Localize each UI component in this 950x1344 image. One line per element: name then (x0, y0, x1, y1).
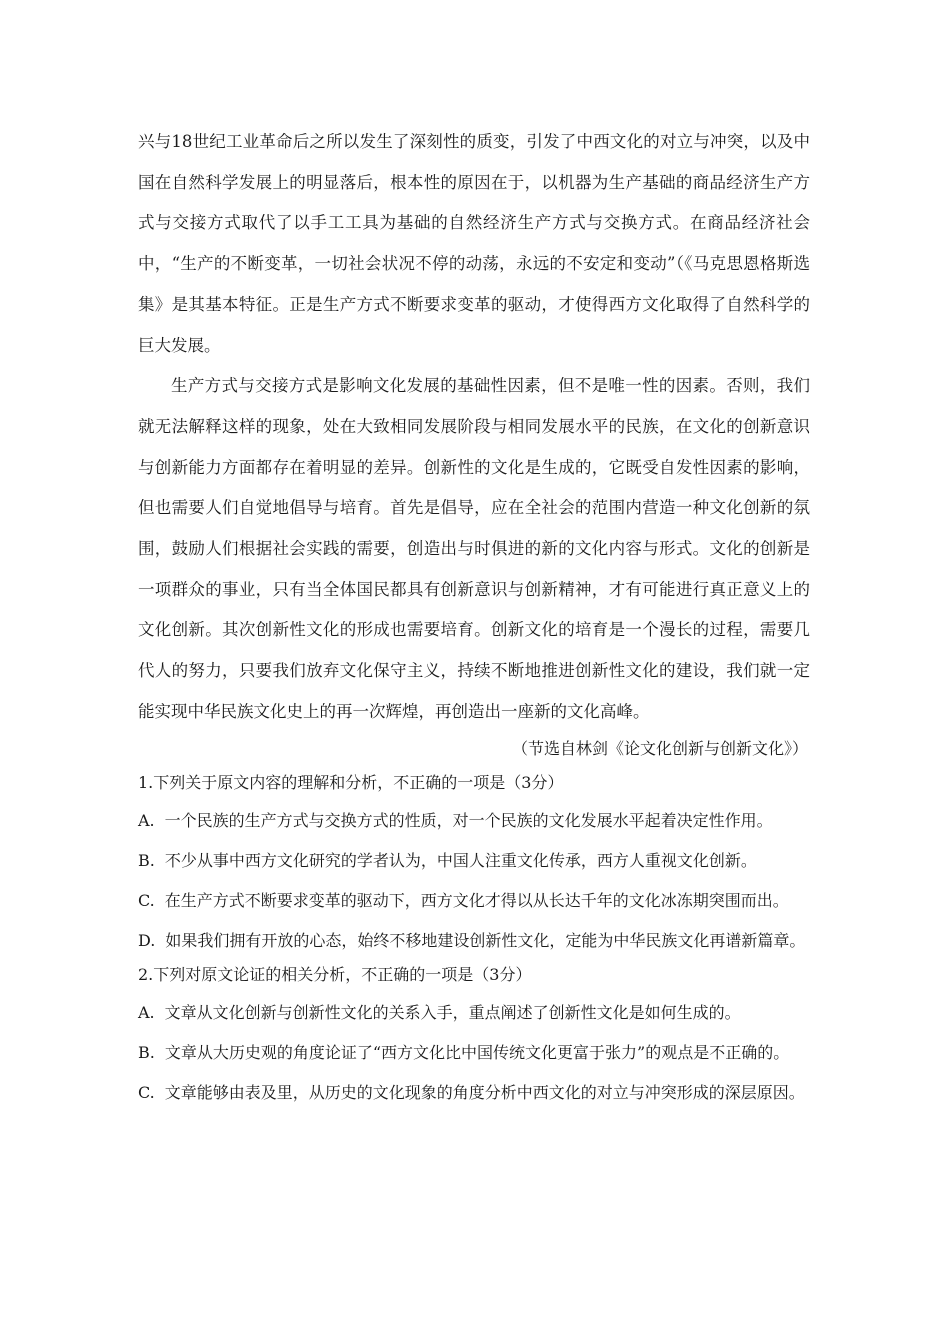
option-text: 文章从大历史观的角度论证了“西方文化比中国传统文化更富于张力”的观点是不正确的。 (164, 1042, 790, 1062)
question-stem: 1.下列关于原文内容的理解和分析，不正确的一项是（3分） (138, 772, 564, 792)
option-letter: A. (138, 1002, 155, 1022)
option-d (138, 921, 810, 961)
option-letter: B. (138, 850, 155, 870)
option-b (138, 1033, 810, 1073)
question-1 (138, 765, 810, 961)
option-text: 如果我们拥有开放的心态，始终不移地建设创新性文化，定能为中华民族文化再谱新篇章。 (165, 930, 806, 950)
option-c (138, 881, 810, 921)
option-a (138, 801, 810, 841)
option-text: 在生产方式不断要求变革的驱动下，西方文化才得以从长达千年的文化冰冻期突围而出。 (164, 890, 789, 910)
option-text: 文章从文化创新与创新性文化的关系入手，重点阐述了创新性文化是如何生成的。 (164, 1002, 741, 1022)
passage-paragraph-2: 生产方式与交接方式是影响文化发展的基础性因素，但不是唯一性的因素。否则，我们就无法解释这样的现象，处在大致相同发展阶段与相同发展水平的民族，在文化的创新意识与创新能力方面都存在着明显的差异。创新性的文化是生成的，它既受自发性因素的影响，但也需要人们自觉地倡导与培育。首先是倡导，应在全社会的范围内营造一种文化创新的氛围，鼓励人们根据社会实践的需要，创造出与时俱进的新的文化内容与形式。文化的创新是一项群众的事业，只有当全体国民都具有创新意识与创新精神，才有可能进行真正意义上的文化创新。其次创新性文化的形成也需要培育。创新文化的培育是一个漫长的过程，需要几代人的努力，只要我们放弃文化保守主义，持续不断地推进创新性文化的建设，我们就一定能实现中华民族文化史上的再一次辉煌，再创造出一座新的文化高峰。 (138, 376, 810, 721)
option-letter: C. (138, 1082, 155, 1102)
option-letter: B. (138, 1042, 155, 1062)
option-letter: A. (138, 810, 155, 830)
passage-source: （节选自林剑《论文化创新与创新文化》） (511, 738, 808, 758)
option-b (138, 841, 810, 881)
document-page (138, 122, 810, 1113)
option-letter: C. (138, 890, 155, 910)
option-c (138, 1073, 810, 1113)
passage-paragraph-1: 兴与18世纪工业革命后之所以发生了深刻性的质变，引发了中西文化的对立与冲突，以及中国在自然科学发展上的明显落后，根本性的原因在于，以机器为生产基础的商品经济生产方式与交接方式取代了以手工工具为基础的自然经济生产方式与交换方式。在商品经济社会中，“生产的不断变革，一切社会状况不停的动荡，永远的不安定和变动”（《马克思恩格斯选集》是其基本特征。正是生产方式不断要求变革的驱动，才使得西方文化取得了自然科学的巨大发展。 (138, 132, 810, 355)
question-2 (138, 957, 810, 1113)
option-text: 一个民族的生产方式与交换方式的性质，对一个民族的文化发展水平起着决定性作用。 (164, 810, 773, 830)
option-a (138, 993, 810, 1033)
option-text: 文章能够由表及里，从历史的文化现象的角度分析中西文化的对立与冲突形成的深层原因。 (164, 1082, 805, 1102)
option-letter: D. (138, 930, 156, 950)
question-stem: 2.下列对原文论证的相关分析，不正确的一项是（3分） (138, 964, 532, 984)
option-text: 不少从事中西方文化研究的学者认为，中国人注重文化传承，西方人重视文化创新。 (164, 850, 757, 870)
